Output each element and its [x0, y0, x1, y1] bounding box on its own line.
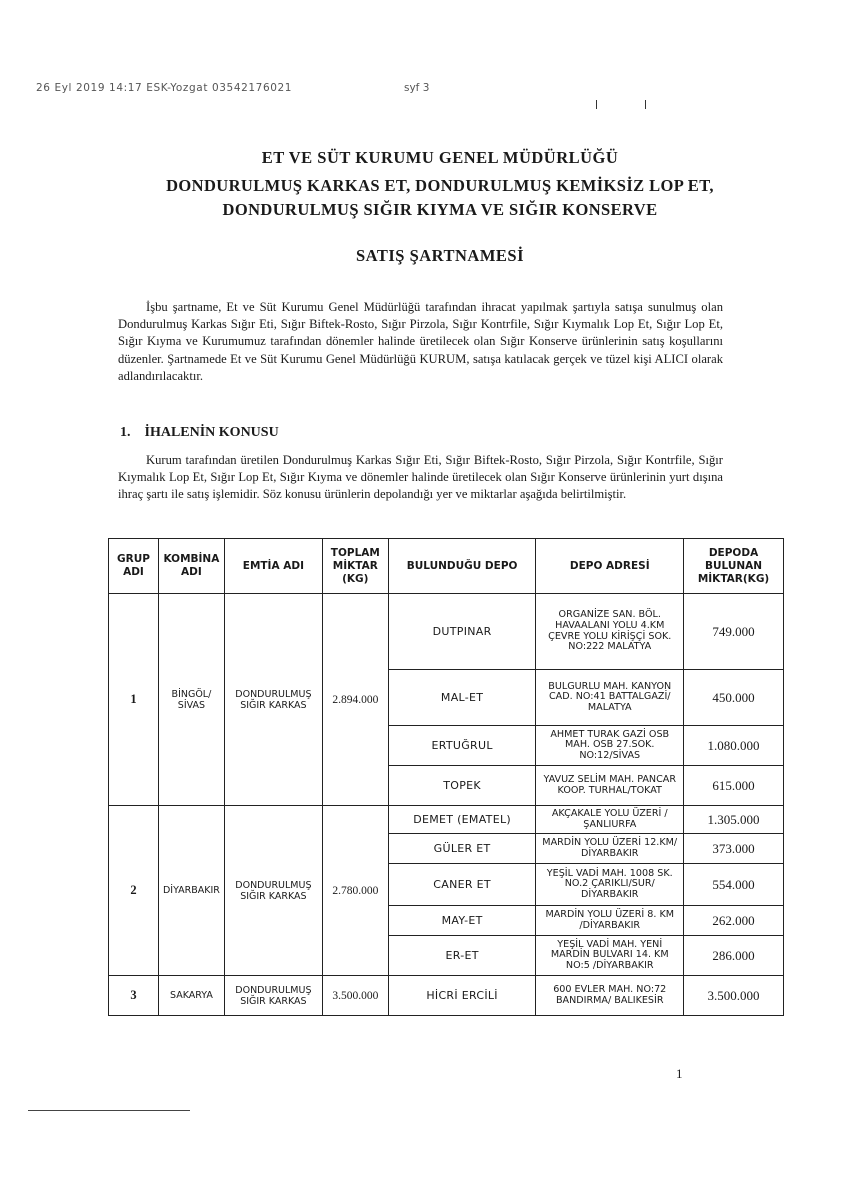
group-number: 2: [109, 806, 159, 976]
depot-quantity: 286.000: [684, 936, 784, 976]
total-quantity: 2.894.000: [322, 594, 388, 806]
total-quantity: 2.780.000: [322, 806, 388, 976]
group-number: 3: [109, 976, 159, 1016]
depot-quantity: 615.000: [684, 766, 784, 806]
header-grup: GRUP ADI: [109, 539, 159, 594]
depot-name: MAY-ET: [388, 906, 536, 936]
depot-address: YAVUZ SELİM MAH. PANCAR KOOP. TURHAL/TOKAT: [536, 766, 684, 806]
header-kombina: KOMBİNA ADI: [158, 539, 224, 594]
depot-address: YEŞİL VADİ MAH. 1008 SK. NO.2 ÇARIKLI/SUR/ DİYARBAKIR: [536, 864, 684, 906]
depot-name: MAL-ET: [388, 670, 536, 726]
depot-quantity: 3.500.000: [684, 976, 784, 1016]
total-quantity: 3.500.000: [322, 976, 388, 1016]
header-emtia: EMTİA ADI: [224, 539, 322, 594]
depot-address: ORGANİZE SAN. BÖL. HAVAALANI YOLU 4.KM ÇEVRE YOLU KİRİŞÇİ SOK. NO:222 MALATYA: [536, 594, 684, 670]
org-title: ET VE SÜT KURUMU GENEL MÜDÜRLÜĞÜ: [261, 148, 619, 167]
table-row: [109, 806, 784, 834]
fax-page-number: syf 3: [404, 82, 430, 94]
depot-name: DUTPINAR: [388, 594, 536, 670]
depot-address: MARDİN YOLU ÜZERİ 12.KM/ DİYARBAKIR: [536, 834, 684, 864]
depot-address: AKÇAKALE YOLU ÜZERİ /ŞANLIURFA: [536, 806, 684, 834]
kombina-name: SAKARYA: [158, 976, 224, 1016]
fax-header: 26 Eyl 2019 14:17 ESK-Yozgat 03542176021: [36, 82, 293, 94]
section-heading: [120, 425, 293, 441]
subject-line-1: DONDURULMUŞ KARKAS ET, DONDURULMUŞ KEMİKSİZ LOP ET,: [166, 176, 714, 195]
table-row: [109, 594, 784, 670]
depot-name: GÜLER ET: [388, 834, 536, 864]
depot-name: ER-ET: [388, 936, 536, 976]
scan-mark: [596, 100, 597, 109]
section-number: 1.: [120, 425, 131, 440]
section-title: İHALENİN KONUSU: [144, 425, 279, 440]
emtia-name: DONDURULMUŞ SIĞIR KARKAS: [224, 594, 322, 806]
intro-paragraph: İşbu şartname, Et ve Süt Kurumu Genel Müdürlüğü tarafından ihracat yapılmak şartıyla satışa sunulmuş olan Dondurulmuş Karkas Sığır Eti, Sığır Biftek-Rosto, Sığır Pirzola, Sığır Kontrfile, Sığır Kıymalık Lop Et, Sığır Lop Et, Sığır Kıyma ve Kurumumuz tarafından dönemler halinde üretilecek olan Sığır Konserve ürünlerinin satış koşullarını düzenler. Şartnamede Et ve Süt Kurumu Genel Müdürlüğü KURUM, satışa katılacak gerçek ve tüzel kişi ALICI olarak adlandırılacaktır.: [118, 300, 723, 383]
depot-name: ERTUĞRUL: [388, 726, 536, 766]
group-number: 1: [109, 594, 159, 806]
scan-mark: [645, 100, 646, 109]
depot-address: 600 EVLER MAH. NO:72 BANDIRMA/ BALIKESİR: [536, 976, 684, 1016]
table-header-row: [109, 539, 784, 594]
header-miktar: DEPODA BULUNAN MİKTAR(KG): [684, 539, 784, 594]
depot-address: BULGURLU MAH. KANYON CAD. NO:41 BATTALGAZİ/ MALATYA: [536, 670, 684, 726]
emtia-name: DONDURULMUŞ SIĞIR KARKAS: [224, 976, 322, 1016]
subject-title: [100, 174, 780, 222]
depot-quantity: 554.000: [684, 864, 784, 906]
depot-name: TOPEK: [388, 766, 536, 806]
kombina-name: BİNGÖL/ SİVAS: [158, 594, 224, 806]
depot-address: MARDİN YOLU ÜZERİ 8. KM /DİYARBAKIR: [536, 906, 684, 936]
depot-address: YEŞİL VADİ MAH. YENİ MARDİN BULVARI 14. KM NO:5 /DİYARBAKIR: [536, 936, 684, 976]
header-toplam: TOPLAM MİKTAR (KG): [322, 539, 388, 594]
depot-name: HİCRİ ERCİLİ: [388, 976, 536, 1016]
document-title: SATIŞ ŞARTNAMESİ: [355, 246, 525, 265]
subject-line-2: DONDURULMUŞ SIĞIR KIYMA VE SIĞIR KONSERVE: [222, 200, 658, 219]
depot-name: DEMET (EMATEL): [388, 806, 536, 834]
depot-address: AHMET TURAK GAZİ OSB MAH. OSB 27.SOK. NO:12/SİVAS: [536, 726, 684, 766]
header-depo: BULUNDUĞU DEPO: [388, 539, 536, 594]
depot-name: CANER ET: [388, 864, 536, 906]
depot-quantity: 262.000: [684, 906, 784, 936]
footer-rule: [28, 1110, 190, 1111]
page-number: 1: [676, 1066, 683, 1081]
table-row: [109, 976, 784, 1016]
depot-table: [108, 538, 784, 1016]
kombina-name: DİYARBAKIR: [158, 806, 224, 976]
depot-quantity: 450.000: [684, 670, 784, 726]
depot-quantity: 1.305.000: [684, 806, 784, 834]
depot-quantity: 373.000: [684, 834, 784, 864]
depot-quantity: 749.000: [684, 594, 784, 670]
emtia-name: DONDURULMUŞ SIĞIR KARKAS: [224, 806, 322, 976]
section-paragraph: Kurum tarafından üretilen Dondurulmuş Karkas Sığır Eti, Sığır Biftek-Rosto, Sığır Pirzola, Sığır Kontrfile, Sığır Kıymalık Lop Et, Sığır Lop Et, Sığır Kıyma ve dönemler halinde üretilecek olan Sığır Konserve ürünlerinin yurt dışına ihraç şartı ile satış işlemidir. Söz konusu ürünlerin depolandığı yer ve miktarlar aşağıda belirtilmiştir.: [118, 453, 723, 502]
depot-quantity: 1.080.000: [684, 726, 784, 766]
header-adres: DEPO ADRESİ: [536, 539, 684, 594]
